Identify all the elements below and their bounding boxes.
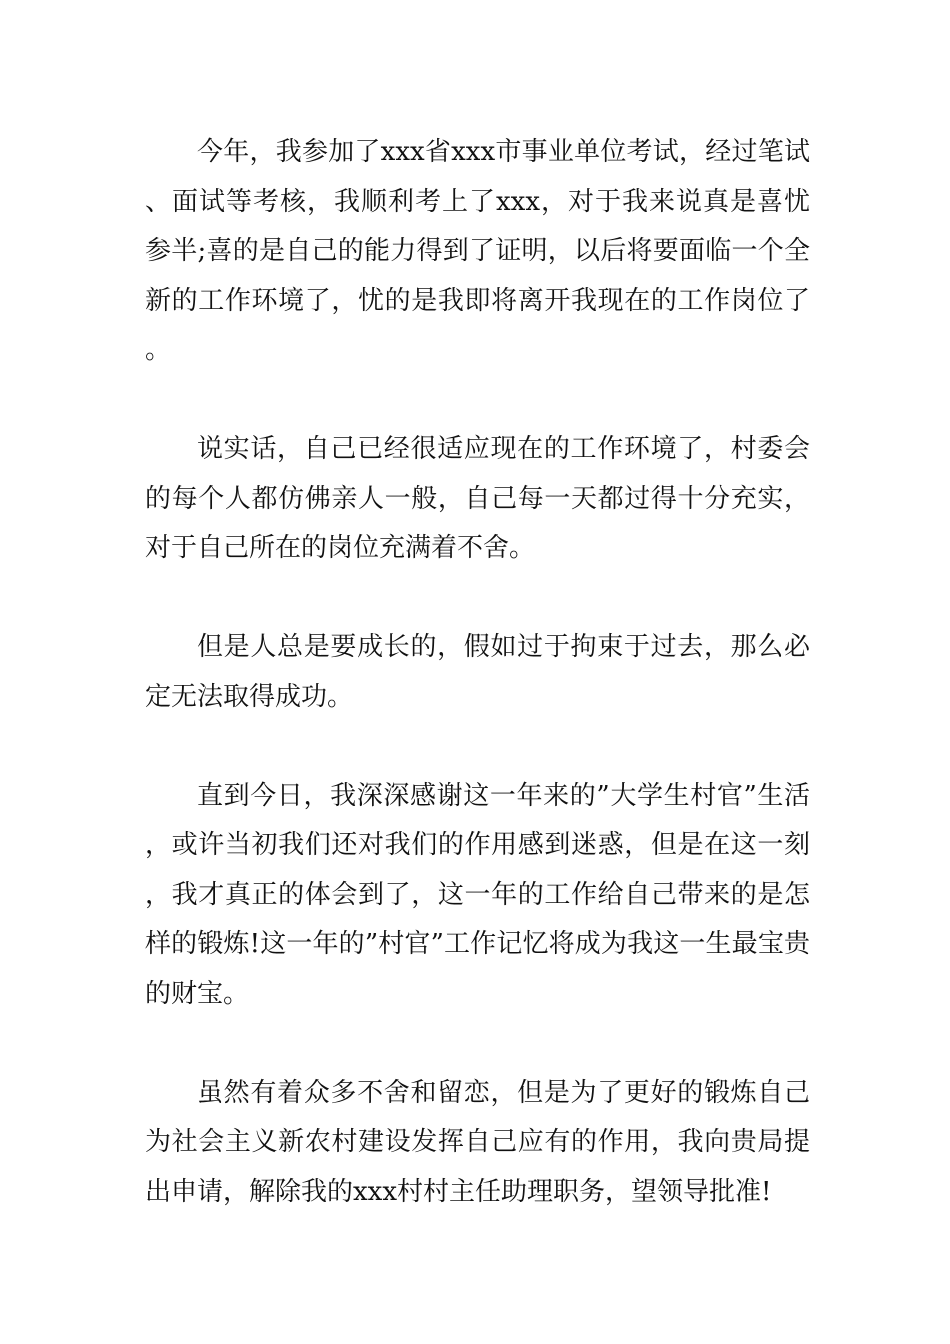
paragraph-growth: 但是人总是要成长的，假如过于拘束于过去，那么必定无法取得成功。: [145, 632, 810, 712]
paragraph-work-environment: 说实话，自己已经很适应现在的工作环境了，村委会的每个人都仿佛亲人一般，自己每一天都过得十分充实，对于自己所在的岗位充满着不舍。: [145, 434, 810, 563]
paragraph-exam-result: 今年，我参加了xxx省xxx市事业单位考试，经过笔试、面试等考核，我顺利考上了xxx，对于我来说真是喜忧参半;喜的是自己的能力得到了证明，以后将要面临一个全新的工作环境了，忧的是我即将离开我现在的工作岗位了。: [145, 137, 810, 365]
paragraph-gratitude: 直到今日，我深深感谢这一年来的”大学生村官”生活，或许当初我们还对我们的作用感到迷惑，但是在这一刻，我才真正的体会到了，这一年的工作给自己带来的是怎样的锻炼!这一年的”村官”工作记忆将成为我这一生最宝贵的财宝。: [145, 780, 810, 1009]
document-body: [145, 128, 810, 1267]
paragraph-resignation-request: 虽然有着众多不舍和留恋，但是为了更好的锻炼自己为社会主义新农村建设发挥自己应有的作用，我向贵局提出申请，解除我的xxx村村主任助理职务，望领导批准!: [145, 1077, 810, 1207]
